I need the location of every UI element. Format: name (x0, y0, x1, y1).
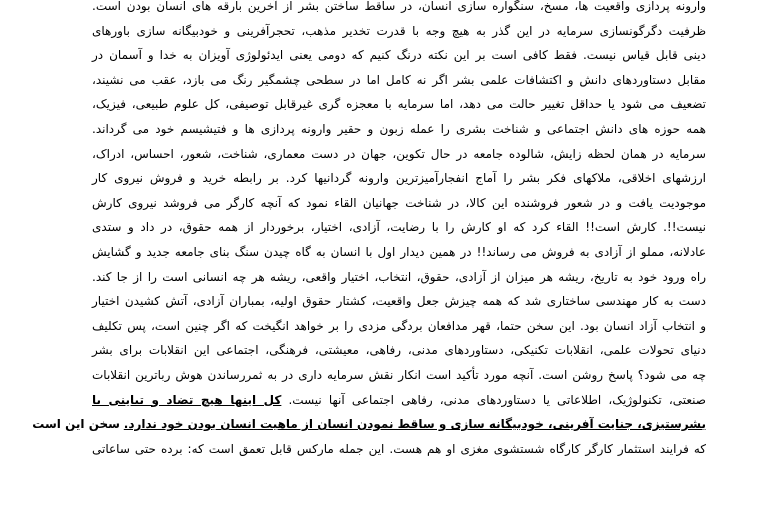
text-line-1: وارونه پردازی واقعیت ها، مسخ، سنگواره سازی انسان، در ساقط ساختن بشر از آخرین بارقه های انسان بودن است. (92, 0, 706, 13)
document-page (32, 0, 706, 516)
text-line-15: دنیای تحولات علمی، انقلابات تکنیکی، دستاوردهای مدنی، رفاهی، معیشتی، فرهنگی، اجتماعی این انقلابات برای بشر (92, 343, 706, 358)
text-line-10: نیست!!. کارش است!! القاء کرد که او کارش را با رضایت، آزادی، اختیار، برخوردار از همه حقوق، در داد و ستدی (92, 220, 706, 235)
text-line-3: دینی قابل قیاس نیست. فقط کافی است بر این نکته درنگ کنیم که دومی یعنی ایدئولوژی آویزان به خدا و آسمان در (92, 48, 706, 63)
text-line-5: تضعیف می شود یا حداقل تغییر حالت می دهد، اما سرمایه با معجزه گری غیرقابل توصیفی، کل علوم طبیعی، فیزیک، (92, 97, 706, 112)
text-line-9: موجودیت یافت و در شعور فروشنده این کالا، در شناخت جهانیان القاء نمود که آنچه کارگر می فروشد نیروی کارش (92, 195, 706, 210)
emphasis-sentence: بشرستیزی، جنایت آفرینی، خودبیگانه سازی و ساقط نمودن انسان از ماهیت انسان بودن خود ندارد. (123, 417, 706, 432)
text-line-4: مقابل دستاوردهای دانش و اکتشافات علمی بشر اگر نه کامل اما در سطحی چشمگیر رنگ می بازد، عقب می نشیند، (92, 72, 706, 87)
text-line-8: ارزشهای اخلاقی، ملاکهای فکر بشر را آماج انفجارآمیزترین وارونه گردانیها کرد. بر رابطه خرید و فروش نیروی کار (92, 171, 706, 186)
text-line-2: ظرفیت دگرگونسازی سرمایه در این گذر به هیچ وجه با قدرت تخدیر مذهب، تحجرآفرینی و خودبیگانه سازی باورهای (92, 23, 706, 38)
emphasis-phrase-2: سخن این است (32, 417, 120, 432)
text-line-17-plain: صنعتی، تکنولوژیک، اطلاعاتی یا دستاوردهای مدنی، رفاهی اجتماعی آنها نیست. (288, 392, 706, 407)
text-line-19: که فرایند استثمار کارگر کارگاه شستشوی مغزی او هم هست. این جمله مارکس قابل تعمق است که: برده حتی ساعاتی (92, 441, 706, 456)
text-line-12: راه ورود خود به تاریخ، ریشه هر میزان از آزادی، حقوق، انتخاب، اختیار واقعی، ریشه هر چه انسانی است را از جا کند. (92, 269, 706, 284)
text-line-7: سرمایه در همان لحظه زایش، شالوده جامعه در حال تکوین، جهان در دست معماری، شناخت، شعور، احساس، ادراک، (92, 146, 706, 161)
text-line-17 (92, 388, 706, 413)
text-line-18 (32, 412, 706, 437)
emphasis-phrase-1: کل اینها هیچ تضاد و تباینی با (92, 392, 282, 407)
text-line-14: و انتخاب آزاد انسان بود. این سخن حتما، قهر مدافعان بردگی مزدی را بر خواهد انگیخت که اگر چنین است، پس تکلیف (92, 318, 706, 333)
text-line-13: دست به کار مهندسی ساختاری شد که همه چیزش جعل واقعیت، کشتار حقوق اولیه، بمباران آزادی، آتش کشیدن اختیار (92, 294, 706, 309)
text-line-11: عادلانه، مملو از آزادی به فروش می رساند!! در همین دیدار اول با انسان به گاه چیدن سنگ بنای جامعه جدید و گشایش (92, 244, 706, 259)
text-line-6: همه حوزه های دانش اجتماعی و شناخت بشری را عمله زبون و حقیر وارونه پردازی ها و فتیشیسم خود می گرداند. (92, 121, 706, 136)
text-line-16: چه می شود؟ پاسخ روشن است. آنچه مورد تأکید است انکار نقش سرمایه داری در به ثمررساندن هوش رباترین انقلابات (92, 367, 706, 382)
